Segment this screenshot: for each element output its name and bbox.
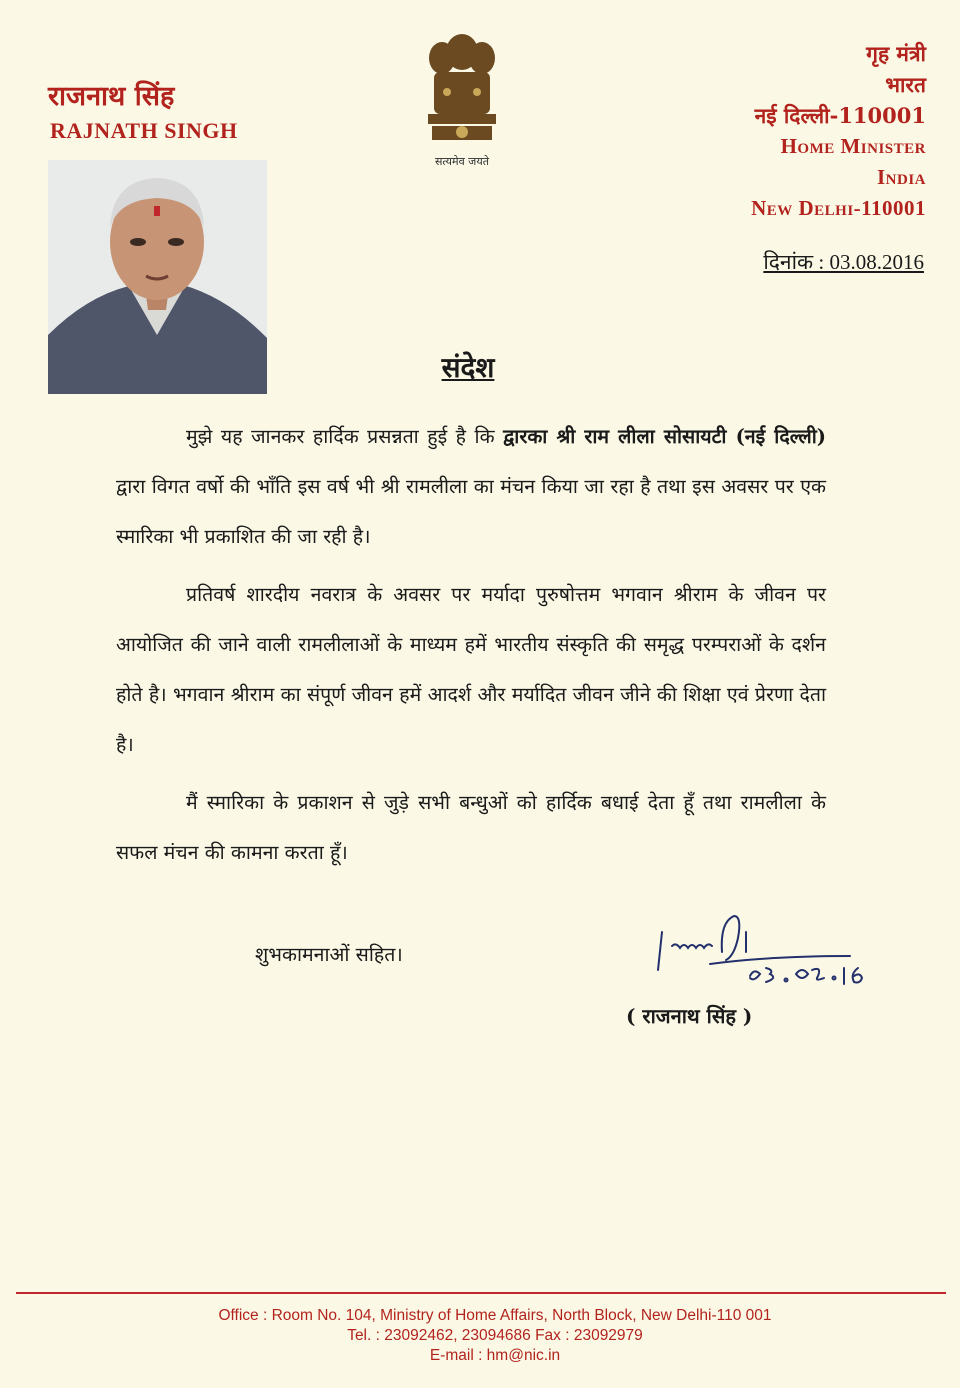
designation-hindi-title: गृह मंत्री: [866, 41, 926, 66]
designation-hindi-city: नई दिल्ली-110001: [754, 103, 926, 128]
name-hindi: राजनाथ सिंह: [48, 81, 175, 112]
closing-greeting: शुभकामनाओं सहित।: [255, 943, 403, 966]
footer-email: E-mail : hm@nic.in: [429, 1347, 561, 1364]
designation-english-city: New Delhi-110001: [751, 196, 926, 220]
paragraph-1: [116, 412, 826, 562]
footer-phone-fax: Tel. : 23092462, 23094686 Fax : 23092979: [347, 1327, 643, 1344]
handwritten-signature: [650, 912, 880, 992]
paragraph-1-rest: द्वारा विगत वर्षो की भाँति इस वर्ष भी श्री रामलीला का मंचन किया जा रहा है तथा इस अवसर पर एक स्मारिका भी प्रकाशित की जा रही है।: [116, 475, 826, 548]
designation-block: [626, 38, 926, 224]
paragraph-2: प्रतिवर्ष शारदीय नवरात्र के अवसर पर मर्यादा पुरुषोत्तम भगवान श्रीराम के जीवन पर आयोजित की जाने वाली रामलीलाओं के माध्यम हमें भारतीय संस्कृति की समृद्ध परम्पराओं के दर्शन होते है। भगवान श्रीराम का संपूर्ण जीवन हमें आदर्श और मर्यादित जीवन जीने की शिक्षा एवं प्रेरणा देता है।: [116, 583, 826, 756]
footer-address: [0, 1306, 960, 1366]
national-emblem-logo: [412, 22, 512, 172]
footer-office-address: Office : Room No. 104, Ministry of Home Affairs, North Block, New Delhi-110 001: [218, 1307, 772, 1324]
letter-body: [116, 412, 826, 878]
paragraph-1-intro: मुझे यह जानकर हार्दिक प्रसन्नता हुई है कि: [186, 425, 504, 448]
name-english: RAJNATH SINGH: [50, 118, 238, 143]
letter-title: संदेश: [441, 351, 495, 384]
paragraph-3: मैं स्मारिका के प्रकाशन से जुड़े सभी बन्धुओं को हार्दिक बधाई देता हूँ तथा रामलीला के सफल मंचन की कामना करता हूँ।: [116, 791, 826, 864]
designation-hindi-country: भारत: [885, 72, 926, 97]
designation-english-title: Home Minister: [780, 134, 926, 158]
emblem-motto: सत्यमेव जयते: [434, 155, 490, 168]
designation-english-country: India: [876, 165, 926, 189]
footer-divider: [16, 1292, 946, 1294]
letter-date: दिनांक : 03.08.2016: [763, 250, 924, 274]
society-name: द्वारका श्री राम लीला सोसायटी (नई दिल्ली): [503, 425, 826, 448]
signatory-name: ( राजनाथ सिंह ): [626, 1004, 753, 1028]
